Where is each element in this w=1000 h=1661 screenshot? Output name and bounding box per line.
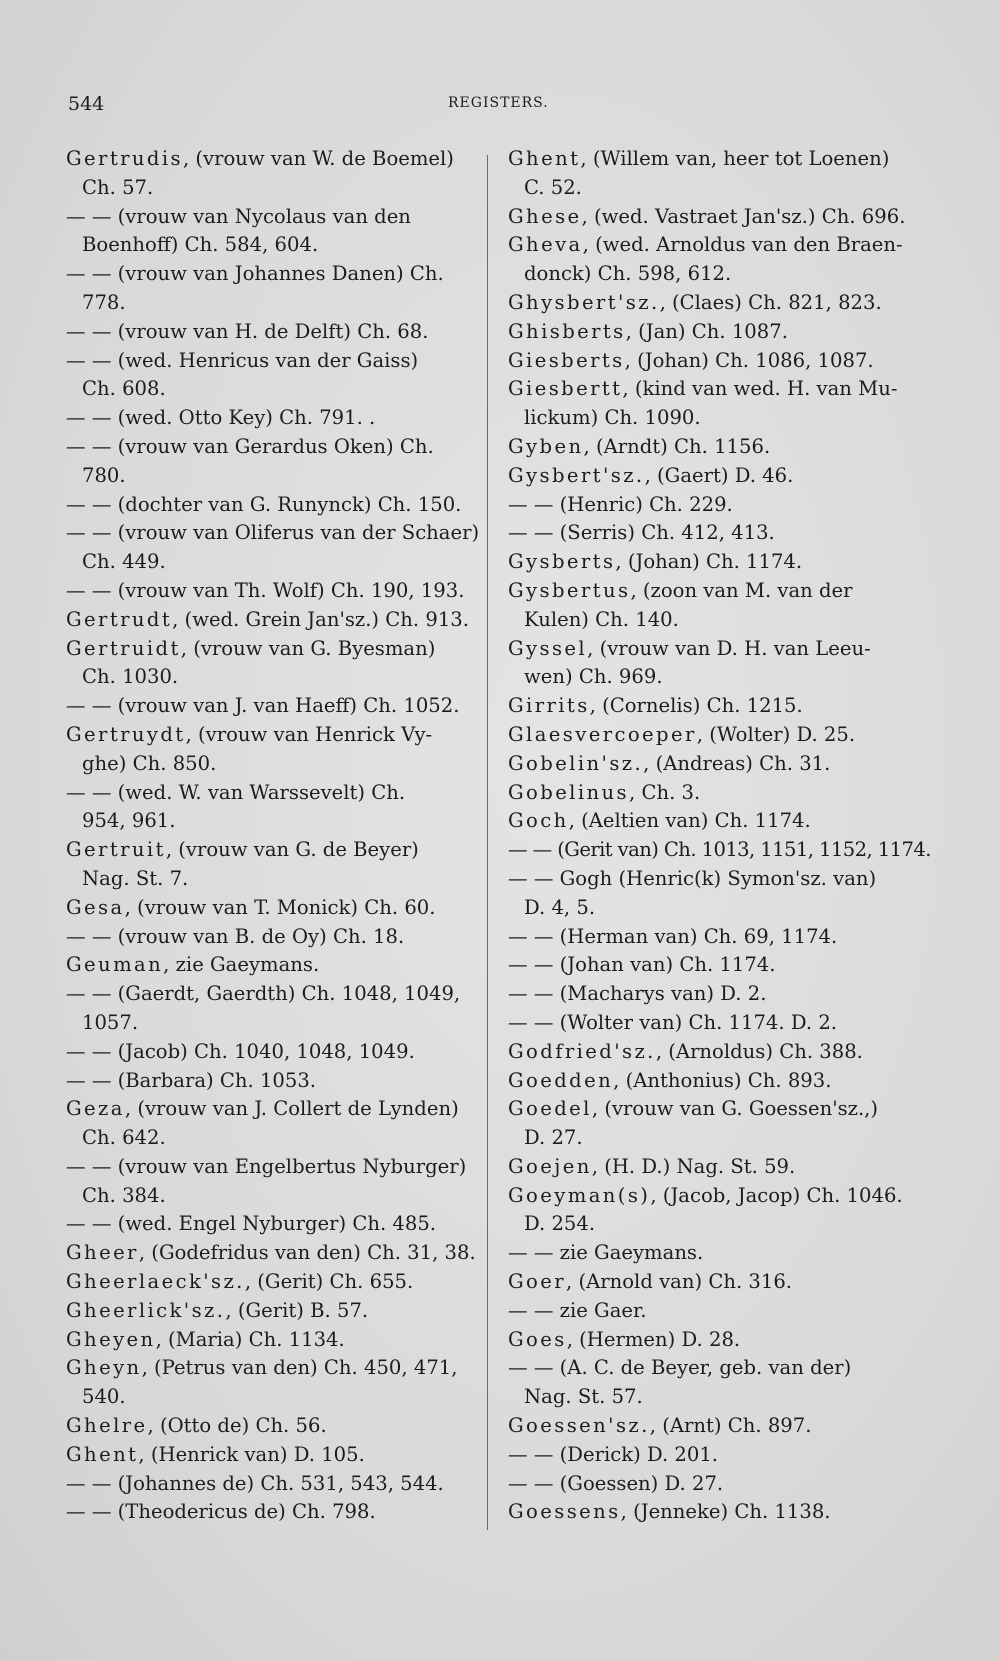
entry-line: wen) Ch. 969. <box>524 665 663 689</box>
entry-line: Girrits, (Cornelis) Ch. 1215. <box>508 694 803 718</box>
entry-line: — — (vrouw van Johannes Danen) Ch. <box>66 262 444 286</box>
entry-line: Ghisberts, (Jan) Ch. 1087. <box>508 319 788 343</box>
entry-line: Ghent, (Henrick van) D. 105. <box>66 1442 365 1466</box>
entry-line: Ch. 642. <box>82 1126 166 1150</box>
headword: Ghent <box>508 147 581 170</box>
index-entry <box>508 836 931 865</box>
index-entry <box>66 404 476 433</box>
entry-line: — — (Barbara) Ch. 1053. <box>66 1068 317 1092</box>
entry-line: Boenhoff) Ch. 584, 604. <box>82 233 319 257</box>
index-entry <box>66 1038 476 1067</box>
index-entry <box>66 836 476 894</box>
index-entry <box>66 1470 476 1499</box>
entry-line: Gheerlick'sz., (Gerit) B. 57. <box>66 1298 369 1322</box>
entry-line: Gertrudt, (wed. Grein Jan'sz.) Ch. 913. <box>66 607 470 631</box>
index-entry <box>508 1095 928 1153</box>
entry-line: Goedel, (vrouw van G. Goessen'sz.,) <box>508 1097 879 1121</box>
headword: Gobelinus <box>508 780 630 804</box>
entry-line: Goessen'sz., (Arnt) Ch. 897. <box>508 1414 812 1438</box>
entry-line: Gyssel, (vrouw van D. H. van Leeu- <box>508 636 871 660</box>
entry-line: — — (vrouw van Engelbertus Nyburger) <box>66 1154 467 1178</box>
index-entry <box>66 519 480 577</box>
index-entry <box>66 1326 476 1355</box>
entry-line: 780. <box>82 463 126 487</box>
headword: Ghelre <box>66 1414 148 1438</box>
entry-line: Gysbert'sz., (Gaert) D. 46. <box>508 463 794 487</box>
index-entry <box>508 203 928 232</box>
entry-line: Gesa, (vrouw van T. Monick) Ch. 60. <box>66 895 436 919</box>
index-entry <box>66 951 476 980</box>
index-entry <box>508 1067 928 1096</box>
index-entry <box>66 1412 476 1441</box>
entry-line: Geza, (vrouw van J. Collert de Lynden) <box>66 1097 459 1121</box>
index-entry <box>66 894 476 923</box>
index-entry <box>66 1268 476 1297</box>
entry-line: — — Gogh (Henric(k) Symon'sz. van) <box>508 866 877 890</box>
headword: Gertruit <box>66 838 166 862</box>
headword: Geza <box>66 1097 125 1121</box>
entry-line: Ch. 384. <box>82 1183 166 1207</box>
index-entry <box>66 1067 476 1096</box>
index-entry <box>508 548 928 577</box>
entry-line: Gyben, (Arndt) Ch. 1156. <box>508 434 771 458</box>
index-entry <box>508 231 928 289</box>
entry-line: Gysberts, (Johan) Ch. 1174. <box>508 550 803 574</box>
headword: Gertruidt <box>66 636 181 660</box>
entry-line: — — (vrouw van H. de Delft) Ch. 68. <box>66 319 429 343</box>
index-entry <box>66 1210 476 1239</box>
headword: Gysberts <box>508 550 616 574</box>
index-entry <box>66 491 476 520</box>
entry-line: — — (wed. W. van Warssevelt) Ch. <box>66 780 406 804</box>
index-entry <box>508 721 928 750</box>
index-entry <box>508 1326 928 1355</box>
index-entry <box>66 260 476 318</box>
headword: Gertrudis <box>66 147 183 170</box>
index-entry <box>508 577 928 635</box>
entry-line: — — (Herman van) Ch. 69, 1174. <box>508 924 838 948</box>
index-entry <box>66 980 476 1038</box>
index-entry <box>508 807 928 836</box>
entry-line: Gertruydt, (vrouw van Henrick Vy- <box>66 722 433 746</box>
headword: Gheva <box>508 233 583 257</box>
entry-line: Ch. 57. <box>82 175 154 199</box>
index-entry <box>508 1182 928 1240</box>
headword: Gobelin'sz. <box>508 751 644 775</box>
entry-line: — — (Theodericus de) Ch. 798. <box>66 1500 376 1524</box>
headword: Goedden <box>508 1068 614 1092</box>
entry-line: Goessens, (Jenneke) Ch. 1138. <box>508 1500 831 1524</box>
entry-line: D. 254. <box>524 1212 596 1236</box>
headword: Goessens <box>508 1500 621 1524</box>
entry-line: — — (Johannes de) Ch. 531, 543, 544. <box>66 1471 444 1495</box>
entry-line: — — zie Gaer. <box>508 1298 647 1322</box>
index-entry <box>66 1498 476 1527</box>
index-entry <box>508 433 928 462</box>
index-entry <box>508 635 928 693</box>
entry-line: 954, 961. <box>82 809 176 833</box>
headword: Godfried'sz. <box>508 1039 656 1063</box>
headword: Gertruydt <box>66 722 186 746</box>
index-entry <box>66 577 476 606</box>
entry-line: — — (vrouw van Gerardus Oken) Ch. <box>66 434 434 458</box>
entry-line: — — (Macharys van) D. 2. <box>508 982 767 1006</box>
entry-line: Goeyman(s), (Jacob, Jacop) Ch. 1046. <box>508 1183 903 1207</box>
entry-line: Kulen) Ch. 140. <box>524 607 679 631</box>
index-entry <box>508 1412 928 1441</box>
index-entry <box>508 1441 928 1470</box>
entry-line: — — zie Gaeymans. <box>508 1241 704 1265</box>
index-entry <box>508 145 928 203</box>
index-entry <box>66 347 476 405</box>
headword: Gysbertus <box>508 578 631 602</box>
index-entry <box>508 1038 928 1067</box>
entry-line: Nag. St. 7. <box>82 866 189 890</box>
entry-line: Goer, (Arnold van) Ch. 316. <box>508 1270 793 1294</box>
index-entry <box>508 1153 928 1182</box>
entry-line: — — (wed. Otto Key) Ch. 791. . <box>66 406 376 430</box>
entry-line: Ghelre, (Otto de) Ch. 56. <box>66 1414 327 1438</box>
entry-line: Glaesvercoeper, (Wolter) D. 25. <box>508 722 856 746</box>
entry-line: 540. <box>82 1385 126 1409</box>
index-entry <box>508 692 928 721</box>
entry-line: — — (Wolter van) Ch. 1174. D. 2. <box>508 1010 838 1034</box>
index-entry <box>508 865 928 923</box>
entry-line: Nag. St. 57. <box>524 1385 643 1409</box>
entry-line: ghe) Ch. 850. <box>82 751 217 775</box>
entry-line: Goedden, (Anthonius) Ch. 893. <box>508 1068 832 1092</box>
entry-line: Goejen, (H. D.) Nag. St. 59. <box>508 1154 796 1178</box>
index-entry <box>508 1239 928 1268</box>
headword: Gheerlick'sz. <box>66 1298 226 1322</box>
index-entry <box>508 1470 928 1499</box>
entry-line: Ghese, (wed. Vastraet Jan'sz.) Ch. 696. <box>508 204 906 228</box>
entry-line: C. 52. <box>524 175 582 199</box>
entry-line: Gertruidt, (vrouw van G. Byesman) <box>66 636 436 660</box>
headword: Gheer <box>66 1241 139 1265</box>
headword: Gheyn <box>66 1356 142 1380</box>
entry-line: — — (wed. Engel Nyburger) Ch. 485. <box>66 1212 437 1236</box>
entry-line: D. 27. <box>524 1126 583 1150</box>
index-entry <box>508 951 928 980</box>
entry-line: donck) Ch. 598, 612. <box>524 262 732 286</box>
entry-line: — — (dochter van G. Runynck) Ch. 150. <box>66 492 462 516</box>
page-number: 544 <box>68 93 105 115</box>
entry-line: Gheerlaeck'sz., (Gerit) Ch. 655. <box>66 1270 414 1294</box>
entry-line: — — (vrouw van J. van Haeff) Ch. 1052. <box>66 694 460 718</box>
headword: Gheerlaeck'sz. <box>66 1270 245 1294</box>
index-entry <box>508 980 928 1009</box>
index-entry <box>66 1441 476 1470</box>
headword: Gertrudt <box>66 607 173 631</box>
entry-line: — — (Jacob) Ch. 1040, 1048, 1049. <box>66 1039 415 1063</box>
headword: Goessen'sz. <box>508 1414 650 1438</box>
entry-line: — — (vrouw van B. de Oy) Ch. 18. <box>66 924 405 948</box>
index-entry <box>508 318 928 347</box>
headword: Goeyman(s) <box>508 1183 651 1207</box>
index-entry <box>66 635 476 693</box>
index-entry <box>66 1239 476 1268</box>
entry-line: Gheer, (Godefridus van den) Ch. 31, 38. <box>66 1241 476 1265</box>
index-entry <box>66 145 476 203</box>
entry-line: Gertrudis, (vrouw van W. de Boemel) <box>66 147 454 170</box>
index-entry <box>66 606 476 635</box>
index-entry <box>508 1297 928 1326</box>
index-entry <box>508 462 928 491</box>
headword: Glaesvercoeper <box>508 722 697 746</box>
headword: Gysbert'sz. <box>508 463 645 487</box>
entry-line: — — (Goessen) D. 27. <box>508 1471 724 1495</box>
index-entry <box>508 923 928 952</box>
page-header <box>68 93 948 123</box>
running-head: REGISTERS. <box>448 95 549 111</box>
index-entry <box>66 318 476 347</box>
entry-line: — — (Henric) Ch. 229. <box>508 492 733 516</box>
entry-line: lickum) Ch. 1090. <box>524 406 701 430</box>
index-entry <box>508 750 928 779</box>
entry-line: Gobelin'sz., (Andreas) Ch. 31. <box>508 751 831 775</box>
entry-line: Ghysbert'sz., (Claes) Ch. 821, 823. <box>508 290 882 314</box>
entry-line: Giesberts, (Johan) Ch. 1086, 1087. <box>508 348 874 372</box>
headword: Goedel <box>508 1097 592 1121</box>
entry-line: Gheyen, (Maria) Ch. 1134. <box>66 1327 345 1351</box>
entry-line: Gysbertus, (zoon van M. van der <box>508 578 853 602</box>
index-entry <box>66 203 476 261</box>
index-entry <box>508 519 928 548</box>
index-entry <box>508 375 928 433</box>
headword: Gesa <box>66 895 125 919</box>
entry-line: Gheyn, (Petrus van den) Ch. 450, 471, <box>66 1356 458 1380</box>
headword: Gyben <box>508 434 584 458</box>
headword: Giesberts <box>508 348 625 372</box>
entry-line: Ch. 1030. <box>82 665 179 689</box>
left-column <box>66 145 480 1527</box>
index-entry <box>66 1095 476 1153</box>
headword: Giesbertt <box>508 377 623 401</box>
entry-line: Ghent, (Willem van, heer tot Loenen) <box>508 147 890 170</box>
index-entry <box>508 289 928 318</box>
entry-line: — — (Derick) D. 201. <box>508 1442 719 1466</box>
headword: Gyssel <box>508 636 588 660</box>
entry-line: Gobelinus, Ch. 3. <box>508 780 701 804</box>
index-entry <box>66 721 476 779</box>
entry-line: — — (vrouw van Th. Wolf) Ch. 190, 193. <box>66 578 465 602</box>
headword: Ghysbert'sz. <box>508 290 660 314</box>
index-entry <box>508 1268 928 1297</box>
headword: Goejen <box>508 1154 592 1178</box>
headword: Goer <box>508 1270 567 1294</box>
index-entry <box>66 1297 476 1326</box>
headword: Gheyen <box>66 1327 156 1351</box>
entry-line: Ch. 449. <box>82 550 166 574</box>
index-entry <box>508 491 928 520</box>
column-divider <box>487 155 488 1530</box>
entry-line: Goch, (Aeltien van) Ch. 1174. <box>508 809 811 833</box>
entry-line: D. 4, 5. <box>524 895 596 919</box>
headword: Goes <box>508 1327 567 1351</box>
headword: Ghisberts <box>508 319 626 343</box>
index-entry <box>508 1498 928 1527</box>
index-entry <box>508 1354 928 1412</box>
entry-line: Godfried'sz., (Arnoldus) Ch. 388. <box>508 1039 863 1063</box>
index-entry <box>508 347 928 376</box>
index-entry <box>66 433 476 491</box>
right-column <box>508 145 931 1527</box>
index-entry <box>66 692 476 721</box>
headword: Goch <box>508 809 569 833</box>
index-entry <box>66 923 476 952</box>
entry-line: Ch. 608. <box>82 377 166 401</box>
entry-line: Geuman, zie Gaeymans. <box>66 953 320 977</box>
entry-line: — — (Johan van) Ch. 1174. <box>508 953 776 977</box>
entry-line: 778. <box>82 290 126 314</box>
entry-line: — — (A. C. de Beyer, geb. van der) <box>508 1356 852 1380</box>
index-entry <box>66 1153 476 1211</box>
headword: Geuman <box>66 953 164 977</box>
entry-line: — — (wed. Henricus van der Gaiss) <box>66 348 419 372</box>
entry-line: Gheva, (wed. Arnoldus van den Braen- <box>508 233 903 257</box>
entry-line: Goes, (Hermen) D. 28. <box>508 1327 741 1351</box>
entry-line: 1057. <box>82 1010 139 1034</box>
entry-line: — — (Gerit van) Ch. 1013, 1151, 1152, 1174. <box>508 838 931 862</box>
index-entry <box>66 1354 476 1412</box>
headword: Girrits <box>508 694 590 718</box>
entry-line: — — (vrouw van Nycolaus van den <box>66 204 411 228</box>
index-entry <box>508 1009 928 1038</box>
index-entry <box>66 779 476 837</box>
entry-line: Gertruit, (vrouw van G. de Beyer) <box>66 838 419 862</box>
headword: Ghent <box>66 1442 139 1466</box>
index-entry <box>508 779 928 808</box>
entry-line: — — (vrouw van Oliferus van der Schaer) <box>66 521 480 545</box>
entry-line: — — (Serris) Ch. 412, 413. <box>508 521 775 545</box>
headword: Ghese <box>508 204 582 228</box>
entry-line: Giesbertt, (kind van wed. H. van Mu- <box>508 377 898 401</box>
entry-line: — — (Gaerdt, Gaerdth) Ch. 1048, 1049, <box>66 982 461 1006</box>
